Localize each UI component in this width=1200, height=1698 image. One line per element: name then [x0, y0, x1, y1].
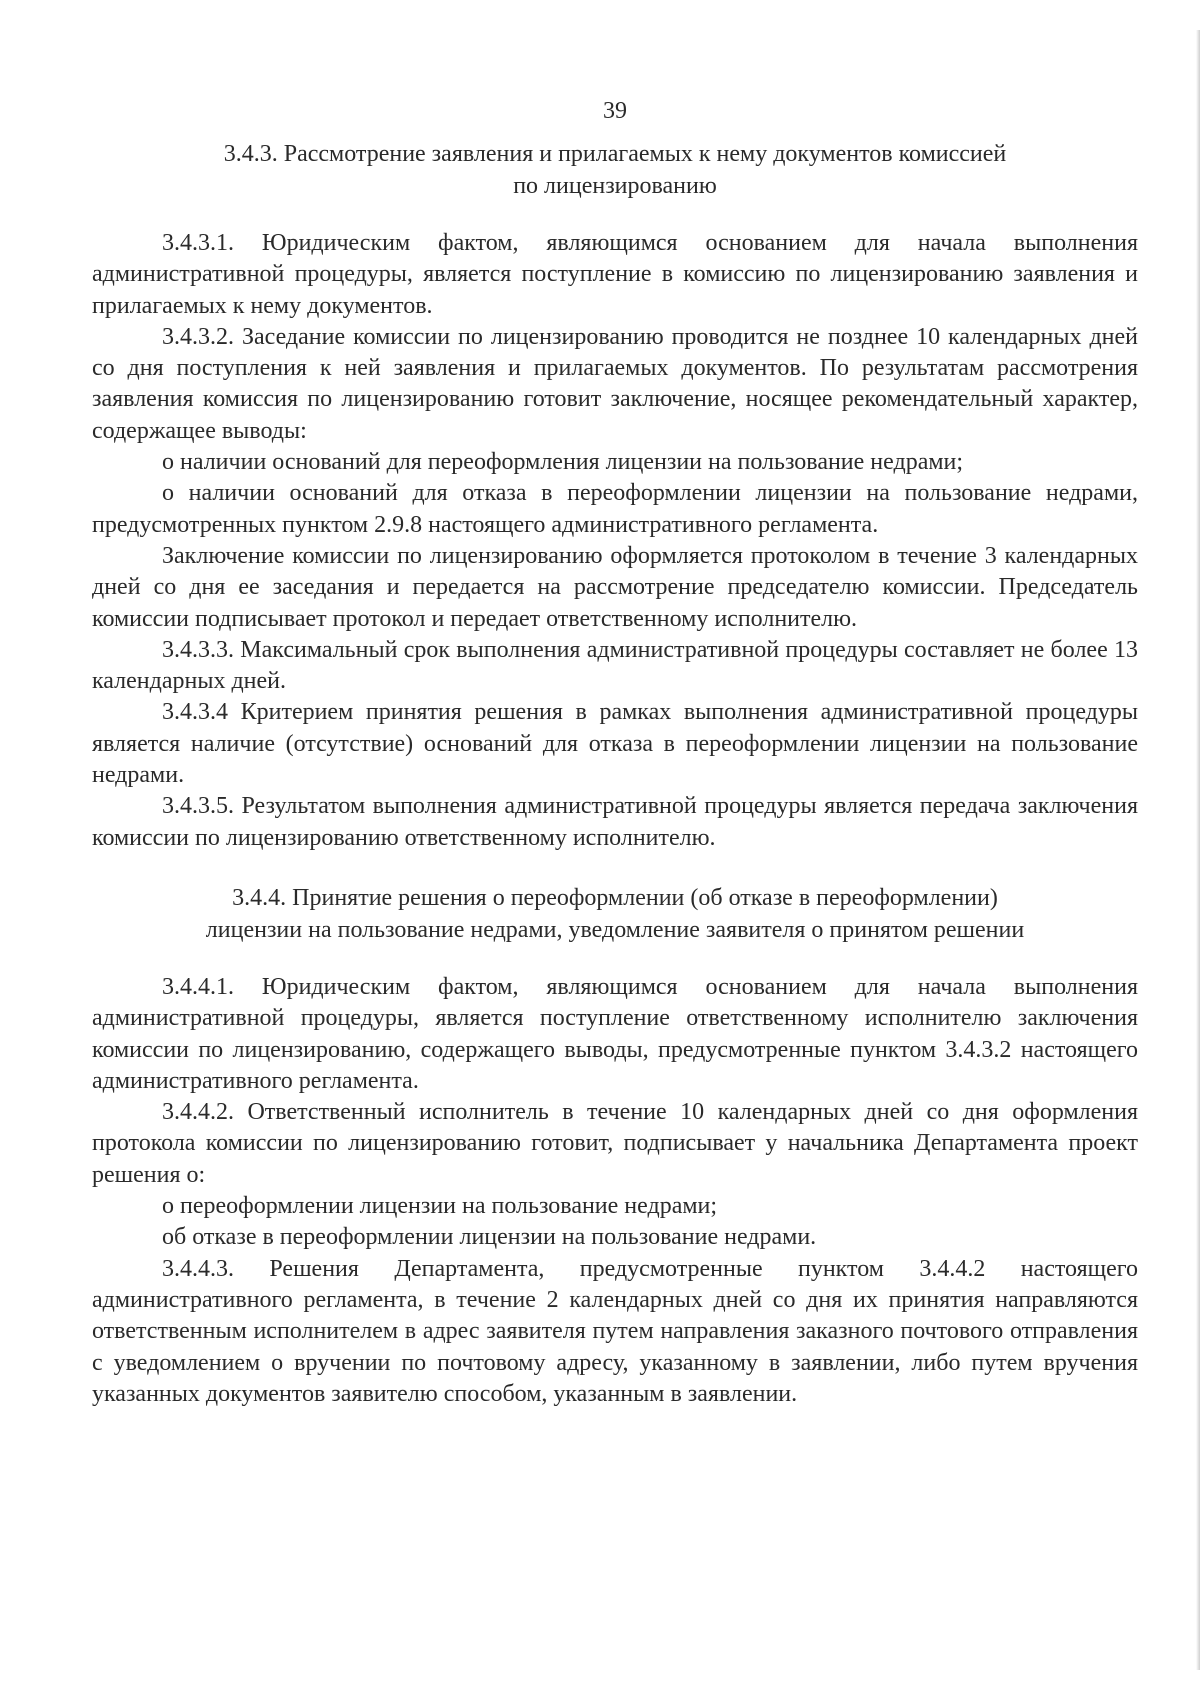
paragraph: 3.4.4.3. Решения Департамента, предусмотренные пунктом 3.4.4.2 настоящего административного регламента, в течение 2 календарных дней со дня их принятия направляются ответственным исполнителем в адрес заявителя путем направления заказного почтового отправления с уведомлением о вручении по почтовому адресу, указанному в заявлении, либо путем вручения указанных документов заявителю способом, указанным в заявлении. — [92, 1255, 1138, 1407]
section-heading-line: лицензии на пользование недрами, уведомление заявителя о принятом решении — [205, 916, 1025, 943]
paragraph: 3.4.3.3. Максимальный срок выполнения административной процедуры составляет не более 13 календарных дней. — [92, 636, 1138, 695]
section-3-4-3 — [92, 138, 1138, 854]
paragraph: 3.4.4.1. Юридическим фактом, являющимся основанием для начала выполнения административной процедуры, является поступление ответственному исполнителю заключения комиссии по лицензированию, содержащего выводы, предусмотренные пунктом 3.4.3.2 настоящего административного регламента. — [92, 973, 1138, 1094]
paragraph: Заключение комиссии по лицензированию оформляется протоколом в течение 3 календарных дней со дня ее заседания и передается на рассмотрение председателю комиссии. Председатель комиссии подписывает протокол и передает ответственному исполнителю. — [92, 542, 1138, 632]
paragraph: 3.4.4.2. Ответственный исполнитель в течение 10 календарных дней со дня оформления протокола комиссии по лицензированию готовит, подписывает у начальника Департамента проект решения о: — [92, 1099, 1138, 1188]
paragraph: 3.4.3.5. Результатом выполнения административной процедуры является передача заключения комиссии по лицензированию ответственному исполнителю. — [92, 793, 1138, 851]
paragraph: о переоформлении лицензии на пользование недрами; — [162, 1193, 718, 1220]
paragraph: 3.4.3.2. Заседание комиссии по лицензированию проводится не позднее 10 календарных дней со дня поступления к ней заявления и прилагаемых документов. По результатам рассмотрения заявления комиссия по лицензированию готовит заключение, носящее рекомендательный характер, содержащее выводы: — [92, 323, 1138, 444]
paragraph: 3.4.3.1. Юридическим фактом, являющимся основанием для начала выполнения административной процедуры, является поступление в комиссию по лицензированию заявления и прилагаемых к нему документов. — [92, 230, 1138, 319]
section-heading-line: по лицензированию — [513, 173, 717, 199]
section-heading-line: 3.4.3. Рассмотрение заявления и прилагаемых к нему документов комиссией — [223, 141, 1007, 167]
paragraph: 3.4.3.4 Критерием принятия решения в рамках выполнения административной процедуры является наличие (отсутствие) оснований для отказа в переоформлении лицензии на пользование недрами. — [92, 699, 1138, 789]
paragraph: о наличии оснований для переоформления лицензии на пользование недрами; — [162, 449, 964, 476]
section-heading — [92, 138, 1138, 202]
paragraph: об отказе в переоформлении лицензии на пользование недрами. — [162, 1224, 817, 1251]
page-edge-shadow — [1196, 30, 1200, 1670]
section-3-4-4 — [92, 882, 1138, 1410]
section-heading-line: 3.4.4. Принятие решения о переоформлении (об отказе в переоформлении) — [232, 884, 998, 911]
page-number: 39 — [603, 98, 627, 124]
paragraph: о наличии оснований для отказа в переоформлении лицензии на пользование недрами, предусмотренных пунктом 2.9.8 настоящего административного регламента. — [92, 480, 1138, 538]
document-page — [92, 96, 1138, 1410]
section-heading — [92, 882, 1138, 946]
